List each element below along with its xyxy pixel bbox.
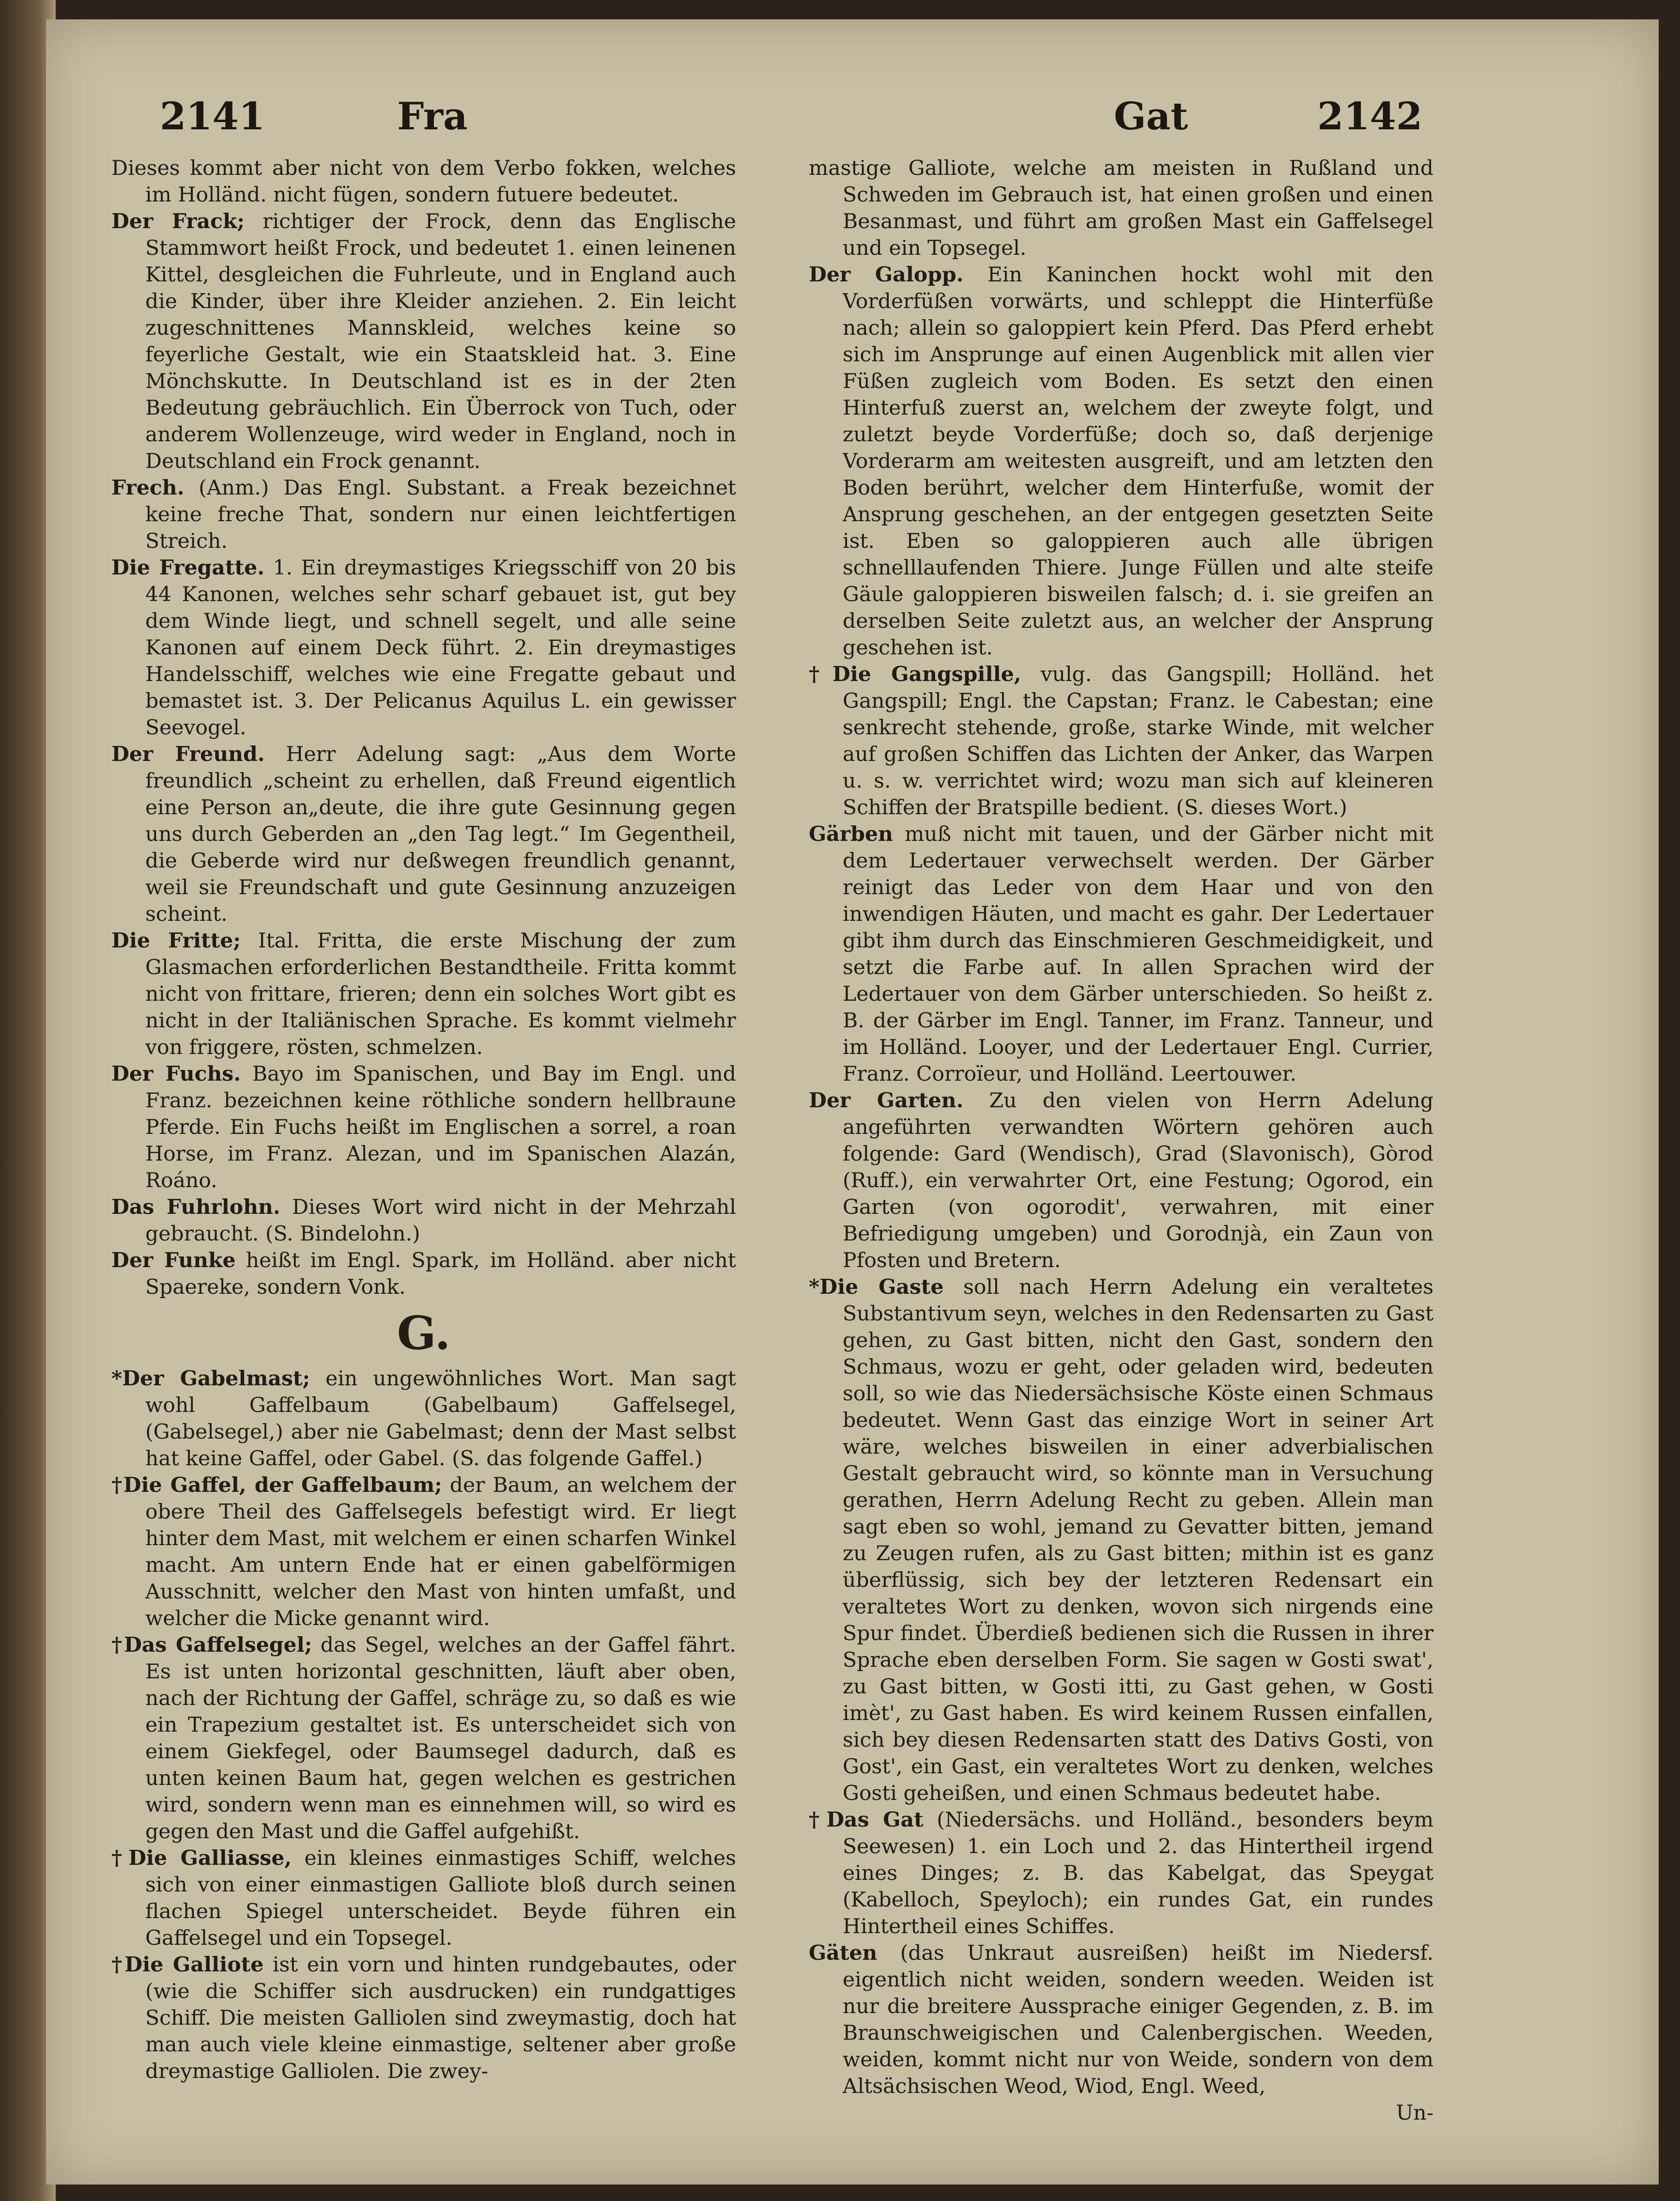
entry-galopp: Der Galopp. Ein Kaninchen hockt wohl mit den Vorderfüßen vorwärts, und schleppt die Hinterfüße nach; allein so galoppiert kein Pferd. Das Pferd erhebt sich im Ansprunge auf einen Augenblick mit allen vier Füßen zugleich vom Boden. Es setzt den einen Hinterfuß zuerst an, welchem der zweyte folgt, und zuletzt beyde Vorderfüße; doch so, daß derjenige Vorderarm am weitesten ausgreift, und am letzten den Boden berührt, welcher dem Hinterfuße, womit der Ansprung geschehen, an der entgegen gesetzten Seite ist. Eben so galoppieren auch alle übrigen schnelllaufenden Thiere. Junge Füllen und alte steife Gäule galoppieren bisweilen falsch; d. i. sie greifen an derselben Seite zuletzt aus, an welcher der Ansprung geschehen ist. [809,263,1433,660]
entry-fuchs: Der Fuchs. Bayo im Spanischen, und Bay im Engl. und Franz. bezeichnen keine röthliche sondern hellbraune Pferde. Ein Fuchs heißt im Englischen a sorrel, a roan Horse, im Franz. Alezan, und im Spanischen Alazán, Roáno. [111,1062,736,1193]
entry-fritte: Die Fritte; Ital. Fritta, die erste Mischung der zum Glasmachen erforderlichen Bestandtheile. Fritta kommt nicht von frittare, frieren; denn ein solches Wort gibt es nicht in der Italiänischen Sprache. Es kommt vielmehr von friggere, rösten, schmelzen. [111,929,737,1059]
right-page-number: 2142 [1317,94,1423,139]
entry-gaste: *Die Gaste soll nach Herrn Adelung ein veraltetes Substantivum seyn, welches in den Redensarten zu Gast gehen, zu Gast bitten, nicht den Gast, sondern den Schmaus, wozu er geht, oder geladen wird, bedeuten soll, so wie das Niedersächsische Köste einen Schmaus bedeutet. Wenn Gast das einzige Wort in seiner Art wäre, welches bisweilen in einer adverbialischen Gestalt gebraucht wird, so könnte man in Versuchung gerathen, Herrn Adelung Recht zu geben. Allein man sagt eben so wohl, jemand zu Gevatter bitten, jemand zu Zeugen rufen, als zu Gast bitten; mithin ist es ganz überflüssig, sich bey der letzteren Redensart ein veraltetes Wort zu denken, wovon sich nirgends eine Spur findet. Überdieß bedienen sich die Russen in ihrer Sprache eben derselben Form. Sie sagen w Gosti swat', zu Gast bitten, w Gosti itti, zu Gast gehen, w Gosti imèt', zu Gast haben. Es wird keinem Russen einfallen, sich bey diesen Redensarten statt des Dativs Gosti, von Gost', ein Gast, ein veraltetes Wort zu denken, welches Gosti geheißen, und einen Schmaus bedeutet habe. [809,1275,1433,1805]
entry-gangspille: †Die Gangspille, vulg. das Gangspill; Holländ. het Gangspill; Engl. the Capstan; Franz. le Cabestan; eine senkrecht stehende, große, starke Winde, mit welcher auf großen Schiffen das Lichten der Anker, das Warpen u. s. w. verrichtet wird; wozu man sich auf kleineren Schiffen der Bratspille bedient. (S. dieses Wort.) [809,662,1433,820]
entry-fregatte: Die Fregatte. 1. Ein dreymastiges Kriegsschiff von 20 bis 44 Kanonen, welches sehr scharf gebauet ist, gut bey dem Winde liegt, und schnell segelt, und alle seine Kanonen auf einem Deck führt. 2. Ein dreymastiges Handelsschiff, welches wie eine Fregatte gebaut und bemastet ist. 3. Der Pelicanus Aquilus L. ein gewisser Seevogel. [111,556,736,740]
entry-frech: Frech. (Anm.) Das Engl. Substant. a Freak bezeichnet keine freche That, sondern nur einen leichtfertigen Streich. [111,476,736,553]
entry-gaffelsegel: †Das Gaffelsegel; das Segel, welches an der Gaffel fährt. Es ist unten horizontal geschnitten, läuft aber oben, nach der Richtung der Gaffel, schräge zu, so daß es wie ein Trapezium gestaltet ist. Es unterscheidet sich von einem Giekfegel, oder Baumsegel dadurch, daß es unten keinen Baum hat, gegen welchen es gestrichen wird, sondern wenn man es einnehmen will, so wird es gegen den Mast und die Gaffel aufgehißt. [111,1633,736,1844]
entry-garten: Der Garten. Zu den vielen von Herrn Adelung angeführten verwandten Wörtern gehören auch folgende: Gard (Wendisch), Grad (Slavonisch), Gòrod (Ruff.), ein verwahrter Ort, eine Festung; Ogorod, ein Garten (von ogorodit', verwahren, mit einer Befriedigung umgeben) und Gorodnjà, ein Zaun von Pfosten und Bretern. [809,1088,1433,1272]
entry-galliote-cont: mastige Galliote, welche am meisten in Rußland und Schweden im Gebrauch ist, hat einen großen und einen Besanmast, und führt am großen Mast ein Gaffelsegel und ein Topsegel. [809,156,1433,260]
left-catchword: Fra [397,94,468,139]
left-column [111,155,736,2085]
entry-galliote: †Die Galliote ist ein vorn und hinten rundgebautes, oder (wie die Schiffer sich ausdrucken) ein rundgattiges Schiff. Die meisten Galliolen sind zweymastig, doch hat man auch viele kleine einmastige, seltener aber große dreymastige Galliolen. Die zwey- [111,1953,736,2083]
entry-funke: Der Funke heißt im Engl. Spark, im Holländ. aber nicht Spaereke, sondern Vonk. [111,1248,736,1299]
left-page-number: 2141 [160,94,265,139]
entry-frack: Der Frack; richtiger der Frock, denn das Englische Stammwort heißt Frock, und bedeutet 1. einen leinenen Kittel, desgleichen die Fuhrleute, und in England auch die Kinder, über ihre Kleider anziehen. 2. Ein leicht zugeschnittenes Mannskleid, welches keine so feyerliche Gestalt, wie ein Staatskleid hat. 3. Eine Mönchskutte. In Deutschland ist es in der 2ten Bedeutung gebräuchlich. Ein Überrock von Tuch, oder anderem Wollenzeuge, wird weder in England, noch in Deutschland ein Frock genannt. [111,209,736,473]
entry-galliasse: †Die Galliasse, ein kleines einmastiges Schiff, welches sich von einer einmastigen Galliote bloß durch seinen flachen Spiegel unterscheidet. Beyde führen ein Gaffelsegel und ein Topsegel. [111,1846,736,1950]
entry-gaeten: Gäten (das Unkraut ausreißen) heißt im Niedersf. eigentlich nicht weiden, sondern weeden. Weiden ist nur die breitere Aussprache einiger Gegenden, z. B. im Braunschweigischen und Calenbergischen. Weeden, weiden, kommt nicht nur von Weide, sondern von dem Altsächsischen Weod, Wiod, Engl. Weed, [809,1941,1433,2098]
entry-fuhrlohn: Das Fuhrlohn. Dieses Wort wird nicht in der Mehrzahl gebraucht. (S. Bindelohn.) [111,1195,736,1246]
right-column [809,155,1433,2126]
section-letter: G. [397,1306,451,1360]
right-catchword: Gat [1114,94,1188,139]
entry-gaffel: †Die Gaffel, der Gaffelbaum; der Baum, an welchem der obere Theil des Gaffelsegels befestigt wird. Er liegt hinter dem Mast, mit welchem er einen scharfen Winkel macht. Am untern Ende hat er einen gabelförmigen Ausschnitt, welcher den Mast von hinten umfaßt, und welcher die Micke genannt wird. [111,1473,737,1630]
entry-gat: †Das Gat (Niedersächs. und Holländ., besonders beym Seewesen) 1. ein Loch und 2. das Hintertheil irgend eines Dinges; z. B. das Kabelgat, das Speygat (Kabelloch, Speyloch); ein rundes Gat, ein rundes Hintertheil eines Schiffes. [809,1808,1434,1938]
entry-gabelmast: *Der Gabelmast; ein ungewöhnliches Wort. Man sagt wohl Gaffelbaum (Gabelbaum) Gaffelsegel, (Gabelsegel,) aber nie Gabelmast; denn der Mast selbst hat keine Gaffel, oder Gabel. (S. das folgende Gaffel.) [111,1366,737,1471]
entry-freund: Der Freund. Herr Adelung sagt: „Aus dem Worte freundlich „scheint zu erhellen, daß Freund eigentlich eine Person an„deute, die ihre gute Gesinnung gegen uns durch Geberden an „den Tag legt.“ Im Gegentheil, die Geberde wird nur deßwegen freundlich genannt, weil sie Freundschaft und gute Gesinnung anzuzeigen scheint. [111,742,736,926]
entry-gaerben: Gärben muß nicht mit tauen, und der Gärber nicht mit dem Ledertauer verwechselt werden. Der Gärber reinigt das Leder von dem Haar und von den inwendigen Häuten, und macht es gahr. Der Ledertauer gibt ihm durch das Einschmieren Geschmeidigkeit, und setzt die Farbe auf. In allen Sprachen wird der Ledertauer von dem Gärber unterschieden. So heißt z. B. der Gärber im Engl. Tanner, im Franz. Tanneur, und im Holländ. Looyer, und der Ledertauer Engl. Currier, Franz. Corroïeur, und Holländ. Leertouwer. [809,822,1433,1086]
catchword: Un- [1396,2101,1433,2125]
entry: Dieses kommt aber nicht von dem Verbo fokken, welches im Holländ. nicht fügen, sondern futuere bedeutet. [111,156,736,207]
